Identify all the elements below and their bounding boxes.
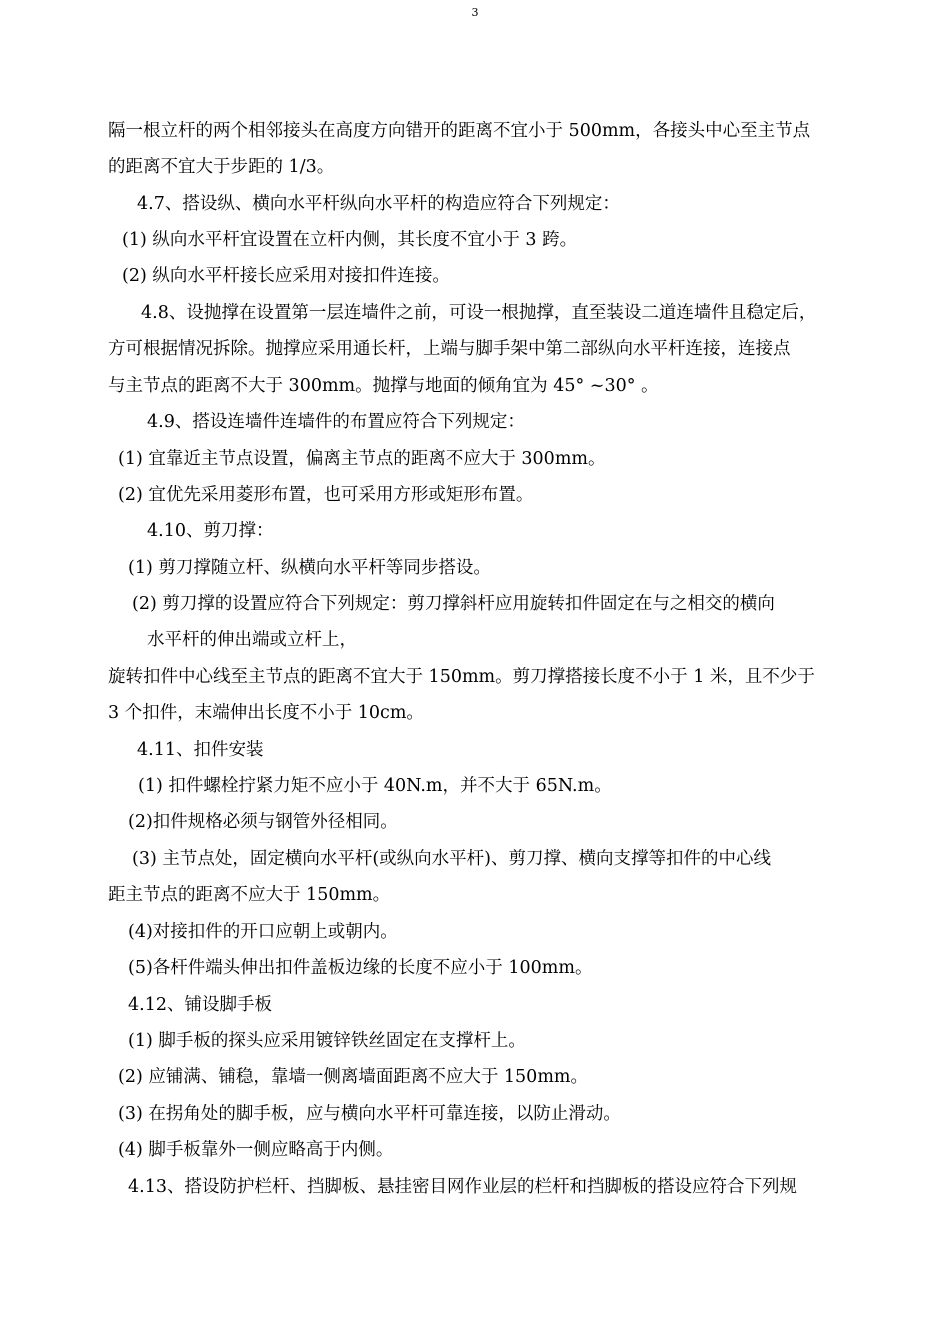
text-line: 方可根据情况拆除。抛撑应采用通长杆，上端与脚手架中第二部纵向水平杆连接，连接点 xyxy=(108,339,791,359)
text-line: (5)各杆件端头伸出扣件盖板边缘的长度不应小于 100mm。 xyxy=(128,958,593,978)
text-line: 4.9、搭设连墙件连墙件的布置应符合下列规定： xyxy=(147,412,525,432)
text-line: (2)扣件规格必须与钢管外径相同。 xyxy=(128,812,398,832)
text-line: 隔一根立杆的两个相邻接头在高度方向错开的距离不宜小于 500mm，各接头中心至主节点 xyxy=(108,121,811,141)
text-line: (1) 剪刀撑随立杆、纵横向水平杆等同步搭设。 xyxy=(128,558,491,578)
text-line: (3) 在拐角处的脚手板，应与横向水平杆可靠连接，以防止滑动。 xyxy=(118,1104,621,1124)
text-line: (2) 剪刀撑的设置应符合下列规定：剪刀撑斜杆应用旋转扣件固定在与之相交的横向 xyxy=(132,594,775,614)
text-line: 旋转扣件中心线至主节点的距离不宜大于 150mm。剪刀撑搭接长度不小于 1 米，且不少于 xyxy=(108,667,815,687)
text-line: (2) 宜优先采用菱形布置，也可采用方形或矩形布置。 xyxy=(118,485,534,505)
text-line: 4.8、设抛撑在设置第一层连墙件之前，可设一根抛撑，直至装设二道连墙件且稳定后， xyxy=(141,303,817,323)
text-line: (3) 主节点处，固定横向水平杆(或纵向水平杆)、剪刀撑、横向支撑等扣件的中心线 xyxy=(132,849,772,869)
text-line: 4.11、扣件安装 xyxy=(137,740,264,760)
text-line: 4.10、剪刀撑： xyxy=(147,521,274,541)
text-line: 3 个扣件，末端伸出长度不小于 10cm。 xyxy=(108,703,424,723)
text-line: 距主节点的距离不应大于 150mm。 xyxy=(108,885,391,905)
text-line: 水平杆的伸出端或立杆上， xyxy=(147,630,357,650)
text-line: (2) 应铺满、铺稳，靠墙一侧离墙面距离不应大于 150mm。 xyxy=(118,1067,589,1087)
text-line: 与主节点的距离不大于 300mm。抛撑与地面的倾角宜为 45° ~30° 。 xyxy=(108,376,659,396)
text-line: (1) 宜靠近主节点设置，偏离主节点的距离不应大于 300mm。 xyxy=(118,449,606,469)
text-line: (1) 脚手板的探头应采用镀锌铁丝固定在支撑杆上。 xyxy=(128,1031,526,1051)
text-line: (1) 纵向水平杆宜设置在立杆内侧，其长度不宜小于 3 跨。 xyxy=(122,230,578,250)
text-line: (4) 脚手板靠外一侧应略高于内侧。 xyxy=(118,1140,394,1160)
text-line: (4)对接扣件的开口应朝上或朝内。 xyxy=(128,922,398,942)
text-line: 4.7、搭设纵、横向水平杆纵向水平杆的构造应符合下列规定： xyxy=(137,194,620,214)
text-line: 4.12、铺设脚手板 xyxy=(128,995,272,1015)
text-line: (2) 纵向水平杆接长应采用对接扣件连接。 xyxy=(122,266,450,286)
text-line: (1) 扣件螺栓拧紧力矩不应小于 40N.m，并不大于 65N.m。 xyxy=(138,776,612,796)
text-line: 的距离不宜大于步距的 1/3。 xyxy=(108,157,335,177)
text-line: 4.13、搭设防护栏杆、挡脚板、悬挂密目网作业层的栏杆和挡脚板的搭设应符合下列规 xyxy=(128,1177,797,1197)
page-number: 3 xyxy=(471,6,479,19)
